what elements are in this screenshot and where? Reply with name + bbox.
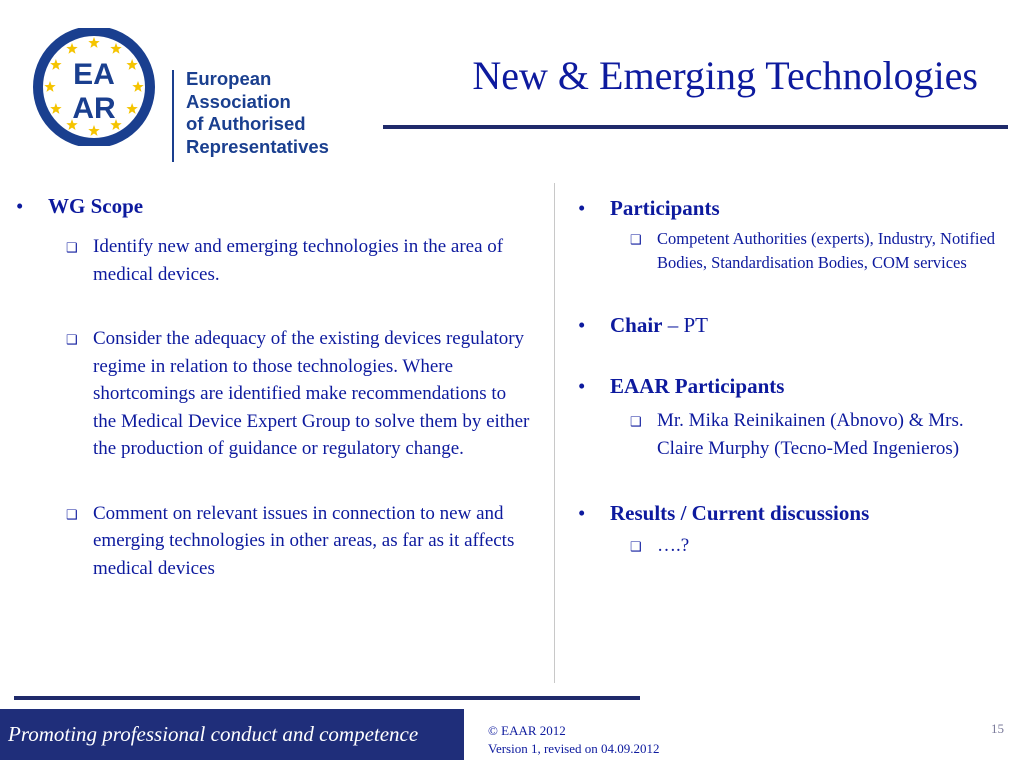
- eaar-logo-emblem: [24, 28, 164, 146]
- bullet-glyph: •: [578, 313, 586, 337]
- left-column: [14, 193, 534, 582]
- participants-item-text: Competent Authorities (experts), Industry, Notified Bodies, Standardisation Bodies, COM services: [657, 229, 996, 272]
- eaar-participants-item-text: Mr. Mika Reinikainen (Abnovo) & Mrs. Claire Murphy (Tecno-Med Ingenieros): [657, 410, 964, 459]
- scope-item-text: Consider the adequacy of the existing devices regulatory regime in relation to those technologies. Where shortcomings are identified make recommendations to the Medical Device Expert Group to solve them by either the production of guidance or regulatory change.: [93, 328, 530, 459]
- checkbox-bullet-icon: ❑: [66, 332, 78, 347]
- results-item-text: ….?: [657, 535, 690, 556]
- checkbox-bullet-icon: ❑: [630, 539, 642, 554]
- bullet-results: [576, 500, 1006, 526]
- bullet-participants: [576, 195, 1006, 221]
- scope-item-text: Identify new and emerging technologies in the area of medical devices.: [93, 236, 504, 285]
- scope-item: [14, 233, 534, 288]
- bullet-chair: [576, 312, 1006, 338]
- scope-item: [14, 325, 534, 463]
- slide-title: New & Emerging Technologies: [472, 53, 978, 98]
- bullet-glyph: •: [578, 196, 586, 220]
- participants-item: [576, 227, 1006, 275]
- bullet-eaar-participants: [576, 373, 1006, 399]
- version-note: Version 1, revised on 04.09.2012: [488, 741, 660, 756]
- bullet-wg-scope: [14, 193, 534, 219]
- page-number: 15: [991, 721, 1004, 736]
- logo-wordmark: [186, 68, 329, 158]
- scope-item-text: Comment on relevant issues in connection to new and emerging technologies in other areas, as far as it affects medical devices: [93, 502, 515, 579]
- logo-line: of Authorised: [186, 113, 306, 134]
- footer-rule: [14, 696, 640, 700]
- bullet-glyph: •: [578, 501, 586, 525]
- checkbox-bullet-icon: ❑: [66, 506, 78, 522]
- wg-scope-heading: WG Scope: [48, 194, 144, 218]
- bullet-glyph: •: [16, 194, 24, 218]
- eaar-participants-item: [576, 407, 1006, 462]
- logo-line: Association: [186, 90, 291, 112]
- chair-heading: Chair: [610, 313, 663, 337]
- eaar-participants-heading: EAAR Participants: [610, 374, 785, 398]
- column-divider: [554, 183, 555, 683]
- footer-info: [488, 722, 660, 758]
- checkbox-bullet-icon: ❑: [66, 240, 78, 255]
- logo-initials-top: EA: [73, 58, 115, 91]
- logo-divider: [172, 70, 174, 162]
- participants-heading: Participants: [610, 196, 720, 220]
- logo-line: Representatives: [186, 135, 329, 157]
- bullet-glyph: •: [578, 374, 586, 398]
- title-underline: [383, 125, 1008, 129]
- chair-value: – PT: [662, 313, 709, 337]
- right-column: [576, 195, 1006, 560]
- copyright: © EAAR 2012: [488, 723, 566, 738]
- footer-banner: Promoting professional conduct and competence: [0, 709, 464, 760]
- logo-initials-bottom: AR: [72, 92, 116, 125]
- checkbox-bullet-icon: ❑: [630, 232, 642, 247]
- results-heading: Results / Current discussions: [610, 501, 870, 525]
- eaar-logo: [24, 28, 334, 157]
- logo-line: European: [186, 68, 272, 89]
- scope-item: [14, 500, 534, 583]
- checkbox-bullet-icon: ❑: [630, 414, 642, 429]
- results-item: [576, 532, 1006, 560]
